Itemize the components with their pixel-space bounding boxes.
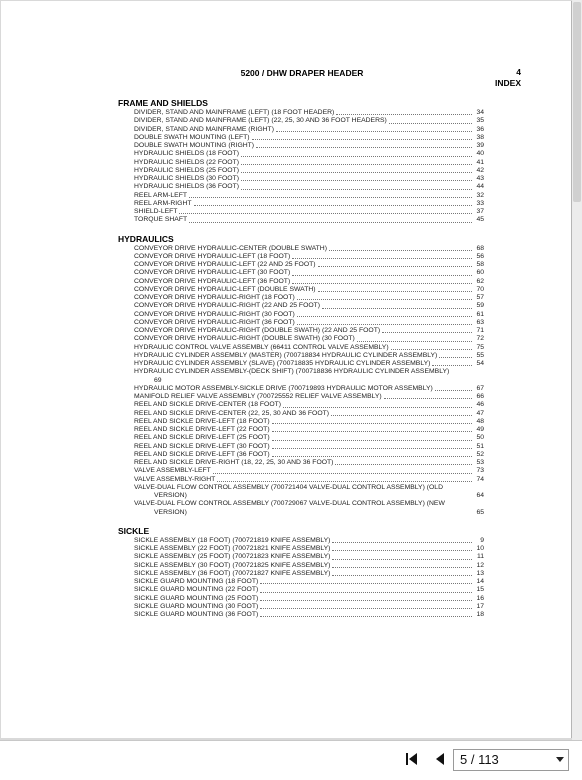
- entry-title: CONVEYOR DRIVE HYDRAULIC-LEFT (DOUBLE SWATH): [134, 285, 316, 293]
- entry-page: 64: [476, 492, 484, 499]
- entry-page: 46: [476, 401, 484, 409]
- entry-title: HYDRAULIC SHIELDS (36 FOOT): [134, 183, 239, 191]
- entry-page: 18: [476, 611, 484, 618]
- entry-page: 63: [476, 318, 484, 326]
- dot-leader: [384, 397, 472, 399]
- section-gap: [118, 225, 484, 234]
- entry-title: SICKLE ASSEMBLY (30 FOOT) (700721825 KNIFE ASSEMBLY): [134, 561, 331, 569]
- entry-title: REEL AND SICKLE DRIVE-LEFT (36 FOOT): [134, 450, 270, 458]
- dot-leader: [272, 447, 472, 449]
- entry-page: 51: [476, 442, 484, 450]
- dot-leader: [292, 282, 472, 284]
- dot-leader: [439, 356, 472, 358]
- index-entry[interactable]: [118, 134, 484, 142]
- entry-title: REEL AND SICKLE DRIVE-LEFT (18 FOOT): [134, 417, 270, 425]
- dot-leader: [179, 212, 472, 214]
- index-entry[interactable]: [118, 434, 484, 442]
- index-entry[interactable]: [118, 360, 484, 368]
- entry-page: 66: [476, 393, 484, 400]
- dot-leader: [331, 414, 472, 416]
- entry-title: DIVIDER, STAND AND MAINFRAME (RIGHT): [134, 125, 274, 133]
- entry-page: 68: [476, 244, 484, 252]
- entry-title: SICKLE GUARD MOUNTING (25 FOOT): [134, 594, 259, 602]
- dot-leader: [329, 249, 472, 251]
- index-entry[interactable]: [118, 150, 484, 158]
- dot-leader: [241, 163, 472, 165]
- index-entry[interactable]: [118, 183, 484, 191]
- entry-title: VALVE-DUAL FLOW CONTROL ASSEMBLY (700729067 VALVE-DUAL CONTROL ASSEMBLY) (NEW: [134, 500, 445, 508]
- entry-page: 42: [476, 166, 484, 174]
- entry-page: 65: [476, 508, 484, 516]
- entry-title: SHIELD-LEFT: [134, 208, 178, 215]
- entry-page: 47: [476, 409, 484, 417]
- dot-leader: [432, 364, 472, 366]
- index-entry[interactable]: [118, 117, 484, 125]
- entry-title: DOUBLE SWATH MOUNTING (RIGHT): [134, 142, 255, 149]
- entry-title: TORQUE SHAFT: [134, 216, 188, 224]
- entry-title: VALVE ASSEMBLY-LEFT: [134, 467, 211, 475]
- dot-leader: [256, 146, 472, 148]
- index-entry[interactable]: [118, 368, 484, 385]
- dot-leader: [241, 171, 472, 173]
- entry-title: HYDRAULIC MOTOR ASSEMBLY-SICKLE DRIVE (700719893 HYDRAULIC MOTOR ASSEMBLY): [134, 384, 433, 392]
- entry-page: 14: [476, 578, 484, 585]
- index-entry[interactable]: [118, 451, 484, 459]
- entry-page: 36: [476, 125, 484, 133]
- dot-leader: [357, 340, 472, 342]
- dot-leader: [252, 138, 472, 140]
- dot-leader: [283, 406, 472, 408]
- entry-page: 16: [476, 594, 484, 602]
- dot-leader: [189, 196, 472, 198]
- entry-page: 70: [476, 285, 484, 293]
- entry-title: MANIFOLD RELIEF VALVE ASSEMBLY (700725552 RELIEF VALVE ASSEMBLY): [134, 393, 382, 400]
- entry-page: 62: [476, 277, 484, 285]
- entry-title: REEL AND SICKLE DRIVE-RIGHT (18, 22, 25, 30 AND 36 FOOT): [134, 459, 334, 466]
- entry-page: 72: [476, 335, 484, 343]
- index-entry[interactable]: [118, 595, 484, 603]
- index-entry[interactable]: [118, 142, 484, 150]
- entry-page: 69: [154, 376, 162, 384]
- entry-page: 37: [476, 208, 484, 215]
- scrollbar-thumb[interactable]: [573, 2, 581, 202]
- entry-page: 49: [476, 426, 484, 433]
- entry-page: 53: [476, 459, 484, 466]
- dot-leader: [217, 480, 472, 482]
- index-entry[interactable]: [118, 344, 484, 352]
- index-label: INDEX: [495, 78, 521, 88]
- dot-leader: [297, 298, 472, 300]
- entry-title: CONVEYOR DRIVE HYDRAULIC-RIGHT (DOUBLE SWATH) (30 FOOT): [134, 335, 355, 343]
- entry-title: CONVEYOR DRIVE HYDRAULIC-RIGHT (DOUBLE SWATH) (22 AND 25 FOOT): [134, 327, 381, 334]
- entry-title: HYDRAULIC SHIELDS (18 FOOT): [134, 150, 239, 158]
- entry-page: 34: [476, 109, 484, 116]
- entry-page: 67: [476, 384, 484, 392]
- entry-title: VALVE ASSEMBLY-RIGHT: [134, 475, 216, 483]
- entry-page: 40: [476, 150, 484, 158]
- entry-title: HYDRAULIC CYLINDER ASSEMBLY (MASTER) (700718834 HYDRAULIC CYLINDER ASSEMBLY): [134, 351, 438, 359]
- entry-title: HYDRAULIC SHIELDS (30 FOOT): [134, 175, 239, 182]
- dot-leader: [194, 204, 472, 206]
- entry-title: CONVEYOR DRIVE HYDRAULIC-RIGHT (22 AND 25 FOOT): [134, 302, 321, 310]
- index-entry[interactable]: [118, 208, 484, 216]
- entry-title: DIVIDER, STAND AND MAINFRAME (LEFT) (18 FOOT HEADER): [134, 109, 335, 116]
- index-entry[interactable]: [118, 216, 484, 224]
- entry-page: 43: [476, 175, 484, 182]
- entry-title: HYDRAULIC CYLINDER ASSEMBLY (SLAVE) (700718835 HYDRAULIC CYLINDER ASSEMBLY): [134, 360, 431, 367]
- index-entry[interactable]: [118, 352, 484, 360]
- index-entry[interactable]: [118, 286, 484, 294]
- index-entry[interactable]: [118, 385, 484, 393]
- dot-leader: [241, 155, 472, 157]
- index-entry[interactable]: [118, 278, 484, 286]
- index-entry[interactable]: [118, 443, 484, 451]
- entry-page: 56: [476, 252, 484, 260]
- index-entry[interactable]: [118, 109, 484, 117]
- index-entry[interactable]: [118, 327, 484, 335]
- entry-title: REEL AND SICKLE DRIVE-LEFT (22 FOOT): [134, 426, 270, 433]
- index-entry[interactable]: [118, 311, 484, 319]
- dot-leader: [318, 290, 472, 292]
- index-entry[interactable]: [118, 611, 484, 619]
- entry-title: CONVEYOR DRIVE HYDRAULIC-LEFT (36 FOOT): [134, 277, 291, 285]
- entry-page: 38: [476, 133, 484, 141]
- index-entry[interactable]: [118, 603, 484, 611]
- vertical-scrollbar[interactable]: [572, 0, 582, 740]
- entry-title-continued: VERSION): [154, 492, 187, 499]
- index-entry[interactable]: [118, 253, 484, 261]
- entry-title: SICKLE ASSEMBLY (25 FOOT) (700721823 KNIFE ASSEMBLY): [134, 553, 331, 561]
- index-entry[interactable]: [118, 302, 484, 310]
- dot-leader: [332, 558, 472, 560]
- index-entry[interactable]: [118, 294, 484, 302]
- index-entry[interactable]: [118, 586, 484, 594]
- previous-page-icon[interactable]: [432, 751, 448, 767]
- entry-title: HYDRAULIC SHIELDS (22 FOOT): [134, 158, 239, 166]
- index-entry[interactable]: [118, 467, 484, 475]
- entry-title: SICKLE ASSEMBLY (22 FOOT) (700721821 KNIFE ASSEMBLY): [134, 545, 331, 552]
- dot-leader: [332, 549, 472, 551]
- dot-leader: [272, 430, 472, 432]
- entry-title: DOUBLE SWATH MOUNTING (LEFT): [134, 133, 250, 141]
- entry-page: 54: [476, 360, 484, 367]
- index-entry[interactable]: [118, 401, 484, 409]
- entry-page: 61: [476, 310, 484, 318]
- first-page-icon[interactable]: [404, 751, 420, 767]
- entry-page: 35: [476, 117, 484, 125]
- section-heading: SICKLE: [118, 525, 150, 536]
- entry-page: 57: [476, 294, 484, 301]
- index-entry[interactable]: [118, 578, 484, 586]
- dot-leader: [213, 472, 472, 474]
- dot-leader: [272, 422, 472, 424]
- entry-title: CONVEYOR DRIVE HYDRAULIC-LEFT (18 FOOT): [134, 252, 291, 260]
- entry-title-continued: [134, 377, 484, 385]
- dot-leader: [260, 591, 472, 593]
- entry-page: 60: [476, 269, 484, 277]
- dot-leader: [189, 221, 472, 223]
- index-entry[interactable]: [118, 537, 484, 545]
- entry-page: 41: [476, 158, 484, 166]
- index-entry[interactable]: [118, 418, 484, 426]
- index-entry[interactable]: [118, 476, 484, 484]
- index-entry[interactable]: [118, 484, 484, 501]
- page-number: 4: [516, 67, 521, 77]
- entry-title: CONVEYOR DRIVE HYDRAULIC-RIGHT (18 FOOT): [134, 294, 295, 301]
- dot-leader: [292, 257, 472, 259]
- index-entry[interactable]: [118, 459, 484, 467]
- index-entry[interactable]: [118, 500, 484, 517]
- entry-page: 15: [476, 586, 484, 594]
- entry-title: HYDRAULIC CONTROL VALVE ASSEMBLY (66411 CONTROL VALVE ASSEMBLY): [134, 343, 389, 351]
- index-entry[interactable]: [118, 126, 484, 134]
- entry-title: DIVIDER, STAND AND MAINFRAME (LEFT) (22, 25, 30 AND 36 FOOT HEADERS): [134, 117, 387, 125]
- entry-page: 10: [476, 545, 484, 552]
- dot-leader: [389, 122, 472, 124]
- page-selector[interactable]: [453, 749, 569, 771]
- index-entry[interactable]: [118, 545, 484, 553]
- entry-page: 44: [476, 183, 484, 191]
- entry-page: 74: [476, 475, 484, 483]
- dot-leader: [272, 455, 472, 457]
- entry-page: 9: [480, 536, 484, 544]
- entry-title: REEL AND SICKLE DRIVE-CENTER (22, 25, 30 AND 36 FOOT): [134, 409, 330, 417]
- document-page: [1, 1, 572, 738]
- dot-leader: [260, 615, 472, 617]
- entry-page: 75: [476, 343, 484, 351]
- entry-page: 45: [476, 216, 484, 224]
- entry-title: CONVEYOR DRIVE HYDRAULIC-LEFT (22 AND 25 FOOT): [134, 261, 316, 268]
- entry-page: 13: [476, 569, 484, 577]
- entry-title: REEL AND SICKLE DRIVE-LEFT (25 FOOT): [134, 434, 270, 442]
- entry-page: 50: [476, 434, 484, 442]
- index-entry[interactable]: [118, 245, 484, 253]
- dot-leader: [260, 599, 472, 601]
- entry-title: HYDRAULIC CYLINDER ASSEMBLY-(DECK SHIFT) (700718836 HYDRAULIC CYLINDER ASSEMBLY): [134, 368, 450, 376]
- dot-leader: [272, 439, 472, 441]
- entry-page: 32: [476, 191, 484, 199]
- entry-page: 55: [476, 351, 484, 359]
- dot-leader: [332, 574, 472, 576]
- dot-leader: [241, 188, 472, 190]
- entry-title: VALVE-DUAL FLOW CONTROL ASSEMBLY (700721404 VALVE-DUAL CONTROL ASSEMBLY) (OLD: [134, 483, 443, 491]
- index-entry[interactable]: [118, 410, 484, 418]
- dot-leader: [382, 331, 472, 333]
- dot-leader: [336, 113, 472, 115]
- entry-page: 17: [476, 602, 484, 610]
- dot-leader: [297, 315, 472, 317]
- entry-title: CONVEYOR DRIVE HYDRAULIC-RIGHT (36 FOOT): [134, 318, 295, 326]
- index-entry[interactable]: [118, 269, 484, 277]
- entry-title: REEL ARM-RIGHT: [134, 199, 192, 207]
- entry-page: 52: [476, 450, 484, 458]
- entry-title: REEL ARM-LEFT: [134, 191, 188, 199]
- index-entry[interactable]: [118, 200, 484, 208]
- dot-leader: [276, 130, 472, 132]
- page-indicator: 5 / 113: [460, 752, 499, 767]
- entry-title: SICKLE GUARD MOUNTING (30 FOOT): [134, 602, 259, 610]
- entry-title: SICKLE ASSEMBLY (36 FOOT) (700721827 KNIFE ASSEMBLY): [134, 569, 331, 577]
- entry-title: REEL AND SICKLE DRIVE-LEFT (30 FOOT): [134, 442, 270, 450]
- entry-title: CONVEYOR DRIVE HYDRAULIC-CENTER (DOUBLE SWATH): [134, 244, 327, 252]
- entry-title: SICKLE GUARD MOUNTING (22 FOOT): [134, 586, 259, 594]
- dot-leader: [335, 463, 472, 465]
- entry-page: 39: [476, 142, 484, 149]
- entry-title: CONVEYOR DRIVE HYDRAULIC-RIGHT (30 FOOT): [134, 310, 295, 318]
- section-gap: [118, 517, 484, 526]
- dot-leader: [332, 566, 472, 568]
- entry-page: 59: [476, 302, 484, 310]
- index-entry[interactable]: [118, 426, 484, 434]
- entry-page: 12: [476, 561, 484, 569]
- dot-leader: [435, 389, 472, 391]
- index-content: [118, 98, 484, 619]
- entry-title: SICKLE ASSEMBLY (18 FOOT) (700721819 KNIFE ASSEMBLY): [134, 536, 331, 544]
- index-entry[interactable]: [118, 167, 484, 175]
- dot-leader: [332, 541, 472, 543]
- dot-leader: [322, 307, 472, 309]
- entry-page: 48: [476, 417, 484, 425]
- pdf-navigation-toolbar: [0, 740, 582, 780]
- chevron-down-icon[interactable]: [556, 757, 564, 762]
- index-entry[interactable]: [118, 335, 484, 343]
- index-entry[interactable]: [118, 570, 484, 578]
- section-heading: HYDRAULICS: [118, 233, 174, 244]
- entry-page: 11: [476, 553, 484, 561]
- index-entry[interactable]: [118, 175, 484, 183]
- dot-leader: [297, 323, 472, 325]
- entry-title: SICKLE GUARD MOUNTING (36 FOOT): [134, 611, 259, 618]
- index-entry[interactable]: [118, 192, 484, 200]
- entry-page: 58: [476, 261, 484, 268]
- entry-page: 33: [476, 199, 484, 207]
- dot-leader: [391, 348, 472, 350]
- section-heading: FRAME AND SHIELDS: [118, 98, 208, 108]
- index-entry[interactable]: [118, 159, 484, 167]
- dot-leader: [260, 582, 472, 584]
- entry-page: 73: [476, 467, 484, 475]
- entry-title: SICKLE GUARD MOUNTING (18 FOOT): [134, 578, 259, 585]
- dot-leader: [260, 607, 472, 609]
- index-entry[interactable]: [118, 319, 484, 327]
- index-entry[interactable]: [118, 553, 484, 561]
- entry-title: HYDRAULIC SHIELDS (25 FOOT): [134, 166, 239, 174]
- document-title: 5200 / DHW DRAPER HEADER: [240, 68, 364, 78]
- entry-title: CONVEYOR DRIVE HYDRAULIC-LEFT (30 FOOT): [134, 269, 291, 277]
- index-entry[interactable]: [118, 562, 484, 570]
- index-entry[interactable]: [118, 393, 484, 401]
- dot-leader: [318, 265, 472, 267]
- entry-page: 71: [476, 327, 484, 334]
- dot-leader: [241, 179, 472, 181]
- entry-title-continued: VERSION): [154, 508, 187, 516]
- dot-leader: [292, 274, 472, 276]
- entry-title: REEL AND SICKLE DRIVE-CENTER (18 FOOT): [134, 401, 282, 409]
- index-entry[interactable]: [118, 261, 484, 269]
